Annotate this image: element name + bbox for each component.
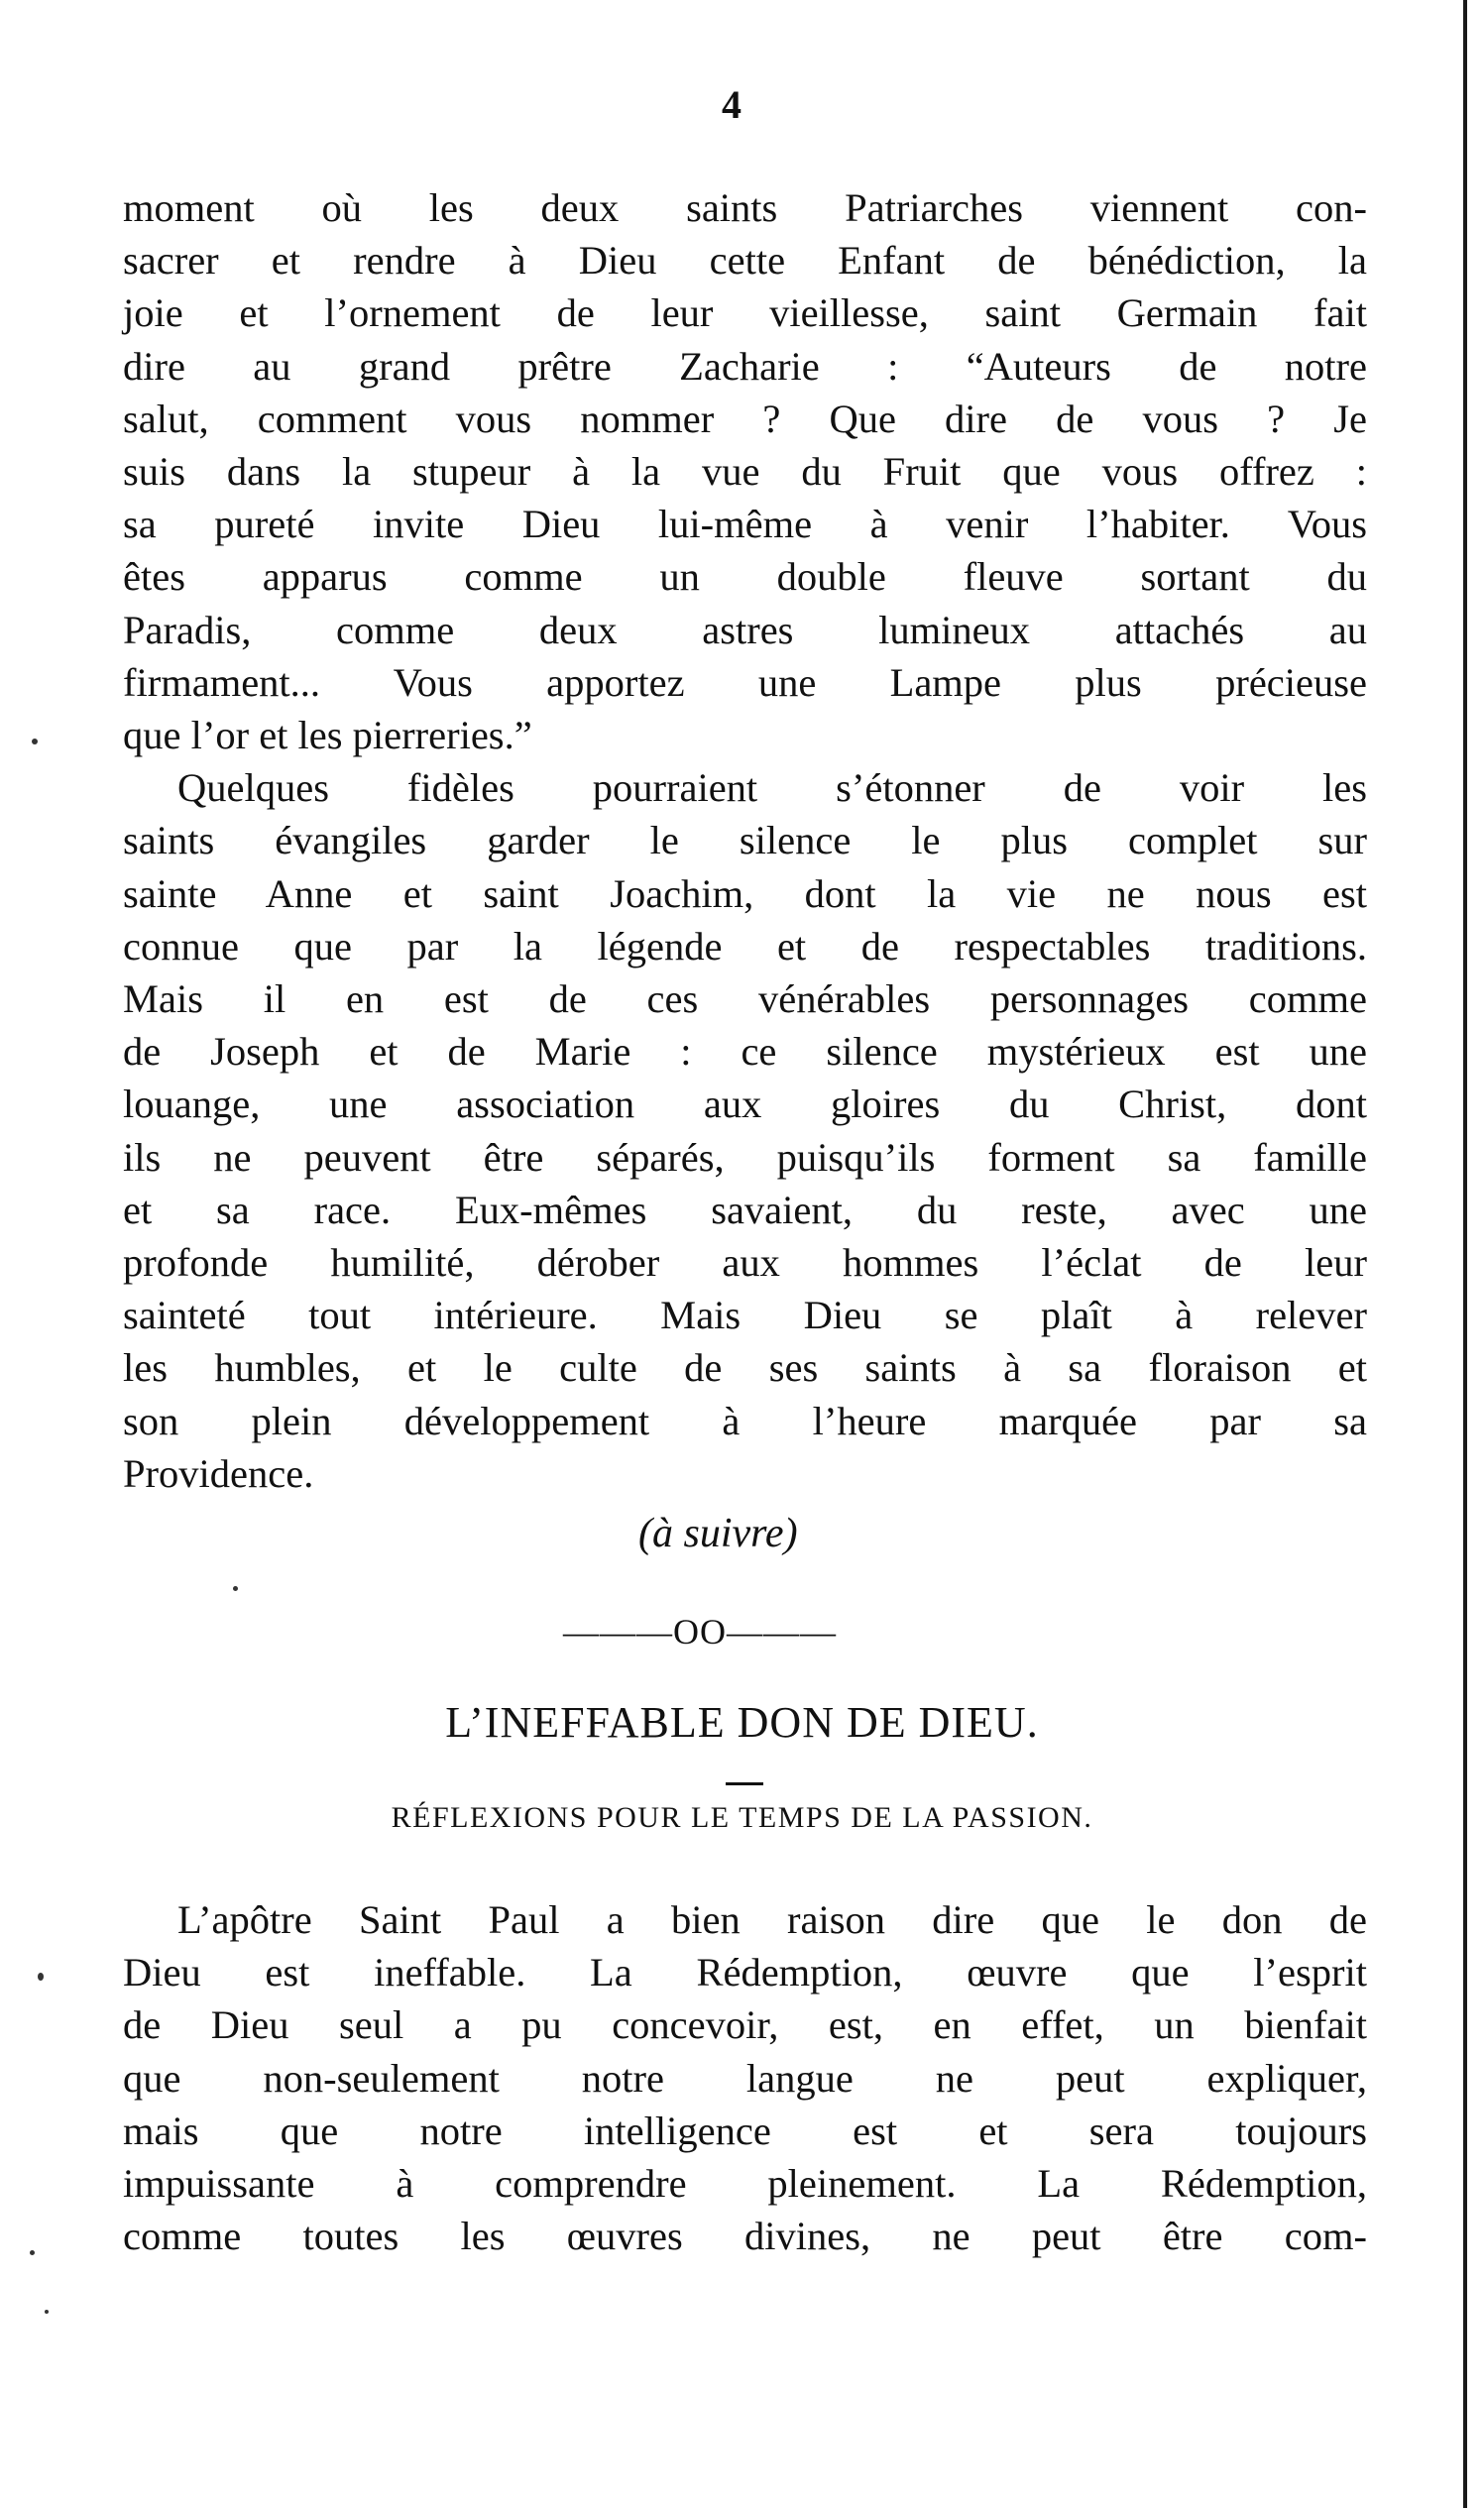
ink-speck xyxy=(32,739,38,744)
text-line: connue que par la légende et de respectables traditions. xyxy=(123,923,1367,969)
text-line: sa pureté invite Dieu lui-même à venir l’habiter. Vous xyxy=(123,502,1367,547)
text-line: de Joseph et de Marie : ce silence mystérieux est une xyxy=(123,1029,1367,1075)
text-line: joie et l’ornement de leur vieillesse, saint Germain fait xyxy=(123,290,1367,336)
text-line: mais que notre intelligence est et sera toujours xyxy=(123,2108,1367,2153)
paragraph-1 xyxy=(123,181,1367,1500)
text-line: les humbles, et le culte de ses saints à sa floraison et xyxy=(123,1345,1367,1391)
text-line: Providence. xyxy=(123,1450,314,1496)
continuation-note: (à suivre) xyxy=(638,1511,798,1556)
text-line: que l’or et les pierreries.” xyxy=(123,713,532,758)
section-separator: ———OO——— xyxy=(563,1612,837,1652)
text-line: impuissante à comprendre pleinement. La Rédemption, xyxy=(123,2161,1367,2207)
text-line: êtes apparus comme un double fleuve sortant du xyxy=(123,554,1367,600)
page-edge-rule xyxy=(1463,0,1467,2508)
text-line: que non-seulement notre langue ne peut expliquer, xyxy=(123,2055,1367,2101)
text-line: Mais il en est de ces vénérables personnages comme xyxy=(123,976,1367,1022)
article-title: L’INEFFABLE DON DE DIEU. xyxy=(445,1698,1039,1747)
title-rule xyxy=(726,1782,763,1785)
text-line: louange, une association aux gloires du Christ, dont xyxy=(123,1082,1367,1127)
text-line: comme toutes les œuvres divines, ne peut être com- xyxy=(123,2214,1367,2259)
text-line: profonde humilité, dérober aux hommes l’éclat de leur xyxy=(123,1240,1367,1286)
text-line: Paradis, comme deux astres lumineux attachés au xyxy=(123,607,1367,652)
ink-speck xyxy=(30,2250,35,2255)
text-line: et sa race. Eux-mêmes savaient, du reste, avec une xyxy=(123,1187,1367,1232)
article-subtitle: RÉFLEXIONS POUR LE TEMPS DE LA PASSION. xyxy=(391,1801,1093,1834)
text-line: saints évangiles garder le silence le plus complet sur xyxy=(123,818,1367,863)
text-line: de Dieu seul a pu concevoir, est, en effet, un bienfait xyxy=(123,2002,1367,2048)
text-line: ils ne peuvent être séparés, puisqu’ils forment sa famille xyxy=(123,1134,1367,1180)
page-number: 4 xyxy=(722,82,742,127)
text-line: sacrer et rendre à Dieu cette Enfant de bénédiction, la xyxy=(123,238,1367,284)
ink-speck xyxy=(233,1586,238,1591)
text-line: firmament... Vous apportez une Lampe plus précieuse xyxy=(123,659,1367,705)
text-line: son plein développement à l’heure marquée par sa xyxy=(123,1398,1367,1443)
ink-speck xyxy=(38,1973,44,1981)
text-line: sainteté tout intérieure. Mais Dieu se plaît à relever xyxy=(123,1293,1367,1338)
text-line: Quelques fidèles pourraient s’étonner de voir les xyxy=(177,765,1367,811)
text-line: salut, comment vous nommer ? Que dire de vous ? Je xyxy=(123,396,1367,441)
ink-speck xyxy=(45,2310,49,2314)
text-line: moment où les deux saints Patriarches viennent con- xyxy=(123,185,1367,230)
text-line: dire au grand prêtre Zacharie : “Auteurs de notre xyxy=(123,343,1367,389)
text-line: Dieu est ineffable. La Rédemption, œuvre que l’esprit xyxy=(123,1950,1367,1995)
paragraph-3 xyxy=(123,1893,1367,2262)
text-line: suis dans la stupeur à la vue du Fruit que vous offrez : xyxy=(123,449,1367,495)
text-line: sainte Anne et saint Joachim, dont la vie ne nous est xyxy=(123,870,1367,916)
text-line: L’apôtre Saint Paul a bien raison dire que le don de xyxy=(177,1897,1367,1942)
